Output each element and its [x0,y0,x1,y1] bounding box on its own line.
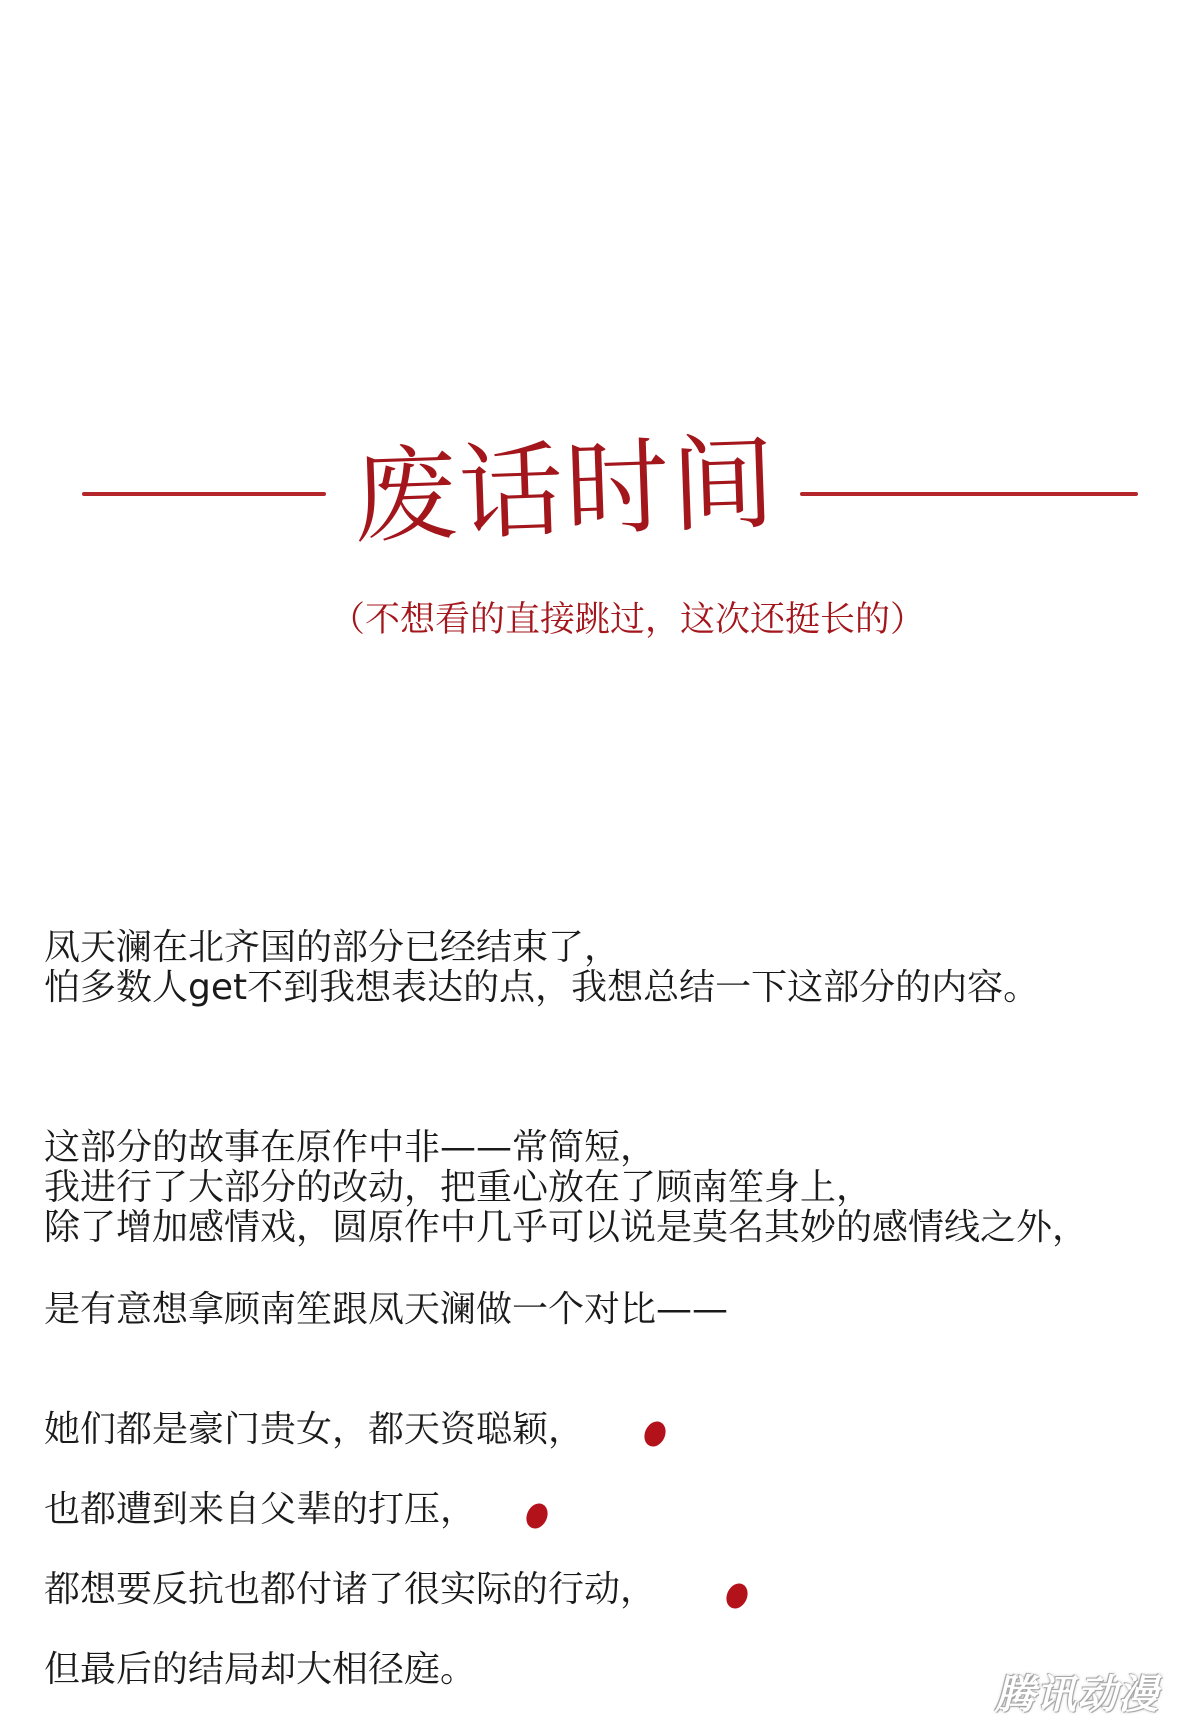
section-subtitle: （不想看的直接跳过，这次还挺长的） [330,600,926,640]
paragraph-line: 但最后的结局却大相径庭。 [44,1649,477,1690]
paragraph-line: 凤天澜在北齐国的部分已经结束了， [44,927,621,968]
left-divider-line [82,492,326,496]
red-dot-marker [640,1418,669,1450]
red-dot-marker [522,1500,551,1532]
section-title: 废话时间 [350,421,779,559]
section-header [0,400,1200,580]
paragraph-line: 是有意想拿顾南笙跟凤天澜做一个对比—— [44,1289,729,1330]
paragraph-line: 怕多数人get不到我想表达的点，我想总结一下这部分的内容。 [44,967,1040,1008]
red-dot-marker [722,1580,751,1612]
paragraph-line: 也都遭到来自父辈的打压， [44,1489,477,1530]
right-divider-line [800,492,1138,496]
paragraph-line: 我进行了大部分的改动，把重心放在了顾南笙身上， [44,1167,873,1208]
paragraph-line: 除了增加感情戏，圆原作中几乎可以说是莫名其妙的感情线之外， [44,1207,1089,1248]
paragraph-line: 都想要反抗也都付诸了很实际的行动， [44,1569,657,1610]
paragraph-line: 她们都是豪门贵女，都天资聪颖， [44,1409,585,1450]
watermark-logo: 腾讯动漫 [995,1672,1159,1718]
paragraph-line: 这部分的故事在原作中非——常简短， [44,1127,657,1168]
